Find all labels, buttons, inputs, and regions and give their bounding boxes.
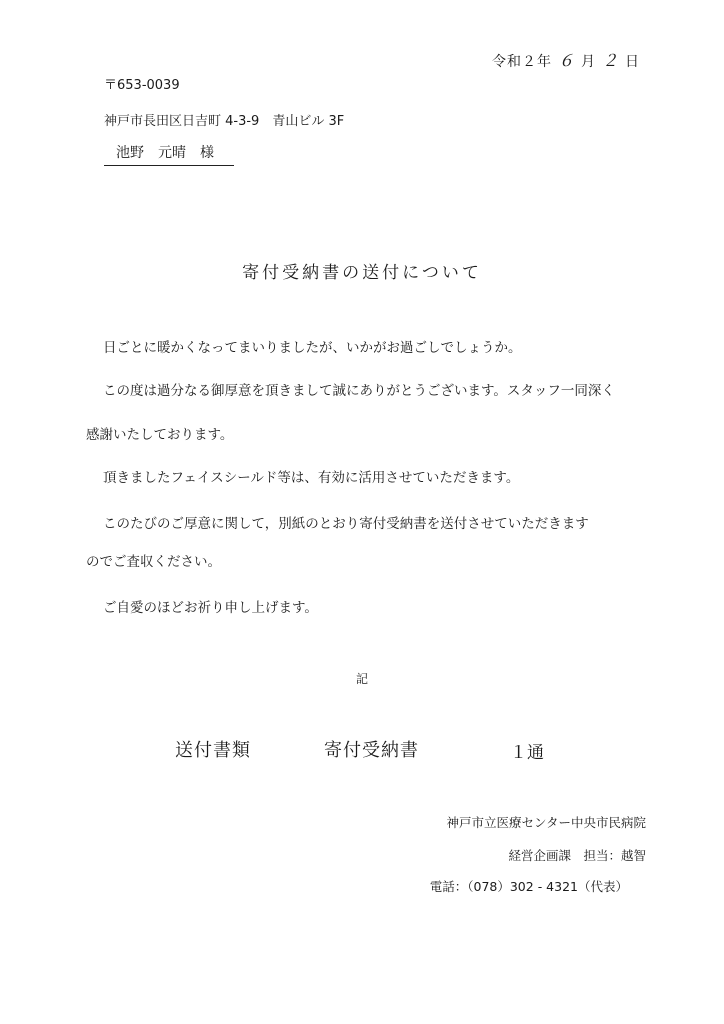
sender-phone: 電話：（078）302 - 4321（代表）: [429, 879, 628, 894]
postal-code: 〒653-0039: [104, 78, 180, 93]
body-paragraph-2-line-2: 感謝いたしております。: [86, 427, 234, 443]
body-paragraph-3: 頂きましたフェイスシールド等は、有効に活用させていただきます。: [103, 470, 520, 486]
enclosure-item: 寄付受納書: [324, 740, 419, 761]
enclosure-quantity: １通: [510, 743, 544, 763]
sender-department: 経営企画課 担当：越智: [508, 848, 646, 863]
date-month: ６: [557, 51, 575, 70]
body-paragraph-5: ご自愛のほどお祈り申し上げます。: [103, 600, 318, 616]
recipient-address: 神戸市長田区日吉町 4-3-9 青山ビル 3F: [104, 114, 345, 129]
sender-organization: 神戸市立医療センター中央市民病院: [446, 815, 646, 830]
body-paragraph-4-line-1: このたびのご厚意に関して，別紙のとおり寄付受納書を送付させていただきます: [103, 516, 589, 532]
enclosure-label: 送付書類: [175, 740, 251, 761]
date-day: ２: [601, 51, 619, 70]
recipient-name: 池野 元晴 様: [104, 142, 234, 166]
letter-date: [492, 48, 640, 71]
ki-marker: 記: [355, 672, 368, 686]
date-month-unit: 月: [580, 54, 596, 70]
body-paragraph-4-line-2: のでご査収ください。: [86, 554, 221, 570]
date-day-unit: 日: [625, 54, 640, 70]
body-paragraph-2-line-1: この度は過分なる御厚意を頂きまして誠にありがとうございます。スタッフ一同深く: [103, 383, 615, 399]
body-paragraph-1: 日ごとに暖かくなってまいりましたが、いかがお過ごしでしょうか。: [103, 340, 522, 356]
date-era: 令和２年: [491, 54, 552, 70]
letter-title: 寄付受納書の送付について: [242, 263, 482, 283]
